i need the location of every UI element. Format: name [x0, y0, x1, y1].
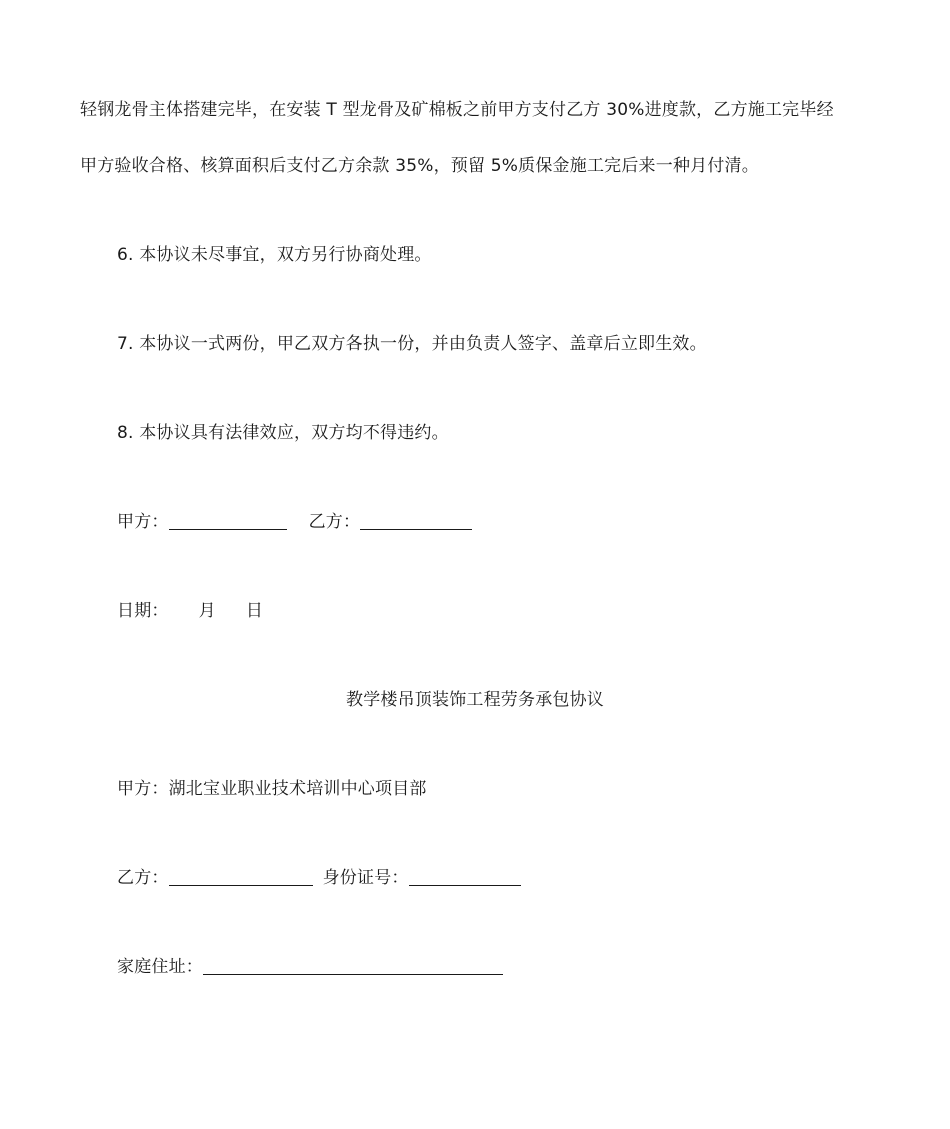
clause-6: 6. 本协议未尽事宜，双方另行协商处理。 — [117, 245, 432, 265]
agreement-title: 教学楼吊顶装饰工程劳务承包协议 — [346, 690, 604, 710]
signature-row — [117, 511, 472, 533]
party-b-signature-blank[interactable] — [360, 511, 472, 530]
address-blank[interactable] — [203, 956, 503, 975]
party-b-name-blank[interactable] — [169, 867, 313, 886]
date-row — [117, 600, 263, 622]
address-label: 家庭住址： — [117, 957, 203, 977]
party-a-signature-label: 甲方： — [117, 512, 169, 532]
party-b-label: 乙方： — [117, 868, 169, 888]
id-number-label: 身份证号： — [322, 868, 409, 888]
date-month: 月 — [198, 601, 216, 621]
party-b-signature-label: 乙方： — [308, 512, 361, 532]
party-a-line: 甲方：湖北宝业职业技术培训中心项目部 — [117, 779, 427, 799]
address-line — [117, 956, 503, 978]
date-day: 日 — [245, 601, 264, 621]
id-number-blank[interactable] — [409, 867, 521, 886]
party-a-signature-blank[interactable] — [169, 511, 287, 530]
date-label: 日期： — [117, 601, 169, 621]
clause-8: 8. 本协议具有法律效应，双方均不得违约。 — [117, 423, 449, 443]
party-b-line — [117, 867, 521, 889]
paragraph-line-2: 甲方验收合格、核算面积后支付乙方余款 35%，预留 5%质保金施工完后来一种月付清。 — [80, 156, 759, 176]
clause-7: 7. 本协议一式两份，甲乙双方各执一份，并由负责人签字、盖章后立即生效。 — [117, 334, 707, 354]
paragraph-line-1: 轻钢龙骨主体搭建完毕，在安装 T 型龙骨及矿棉板之前甲方支付乙方 30%进度款，乙方施工完毕经 — [80, 100, 834, 120]
